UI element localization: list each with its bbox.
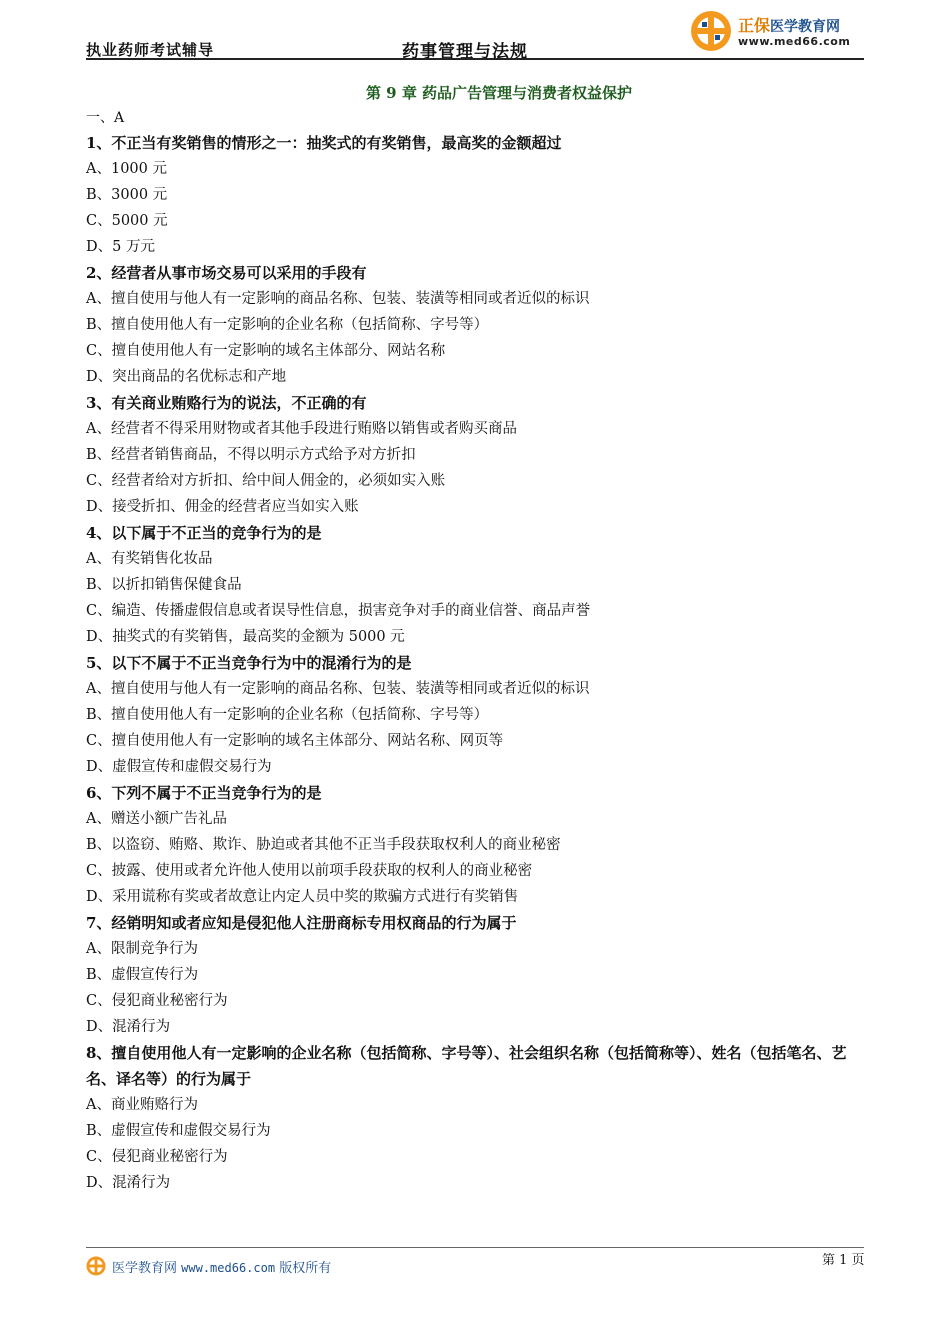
question-text: 2、经营者从事市场交易可以采用的手段有 bbox=[86, 264, 367, 282]
answer-option: D、混淆行为 bbox=[86, 1175, 171, 1191]
site-logo[interactable] bbox=[690, 10, 864, 54]
document-body bbox=[86, 80, 866, 1196]
answer-option: A、擅自使用与他人有一定影响的商品名称、包装、装潢等相同或者近似的标识 bbox=[86, 681, 590, 697]
page-number: 第 1 页 bbox=[822, 1253, 865, 1268]
question-text: 3、有关商业贿赂行为的说法，不正确的有 bbox=[86, 394, 367, 412]
answer-option: B、擅自使用他人有一定影响的企业名称（包括简称、字号等） bbox=[86, 707, 489, 723]
answer-option: B、以折扣销售保健食品 bbox=[86, 577, 242, 593]
answer-option: B、虚假宣传行为 bbox=[86, 967, 199, 983]
question-text: 6、下列不属于不正当竞争行为的是 bbox=[86, 784, 322, 802]
answer-option: C、编造、传播虚假信息或者误导性信息，损害竞争对手的商业信誉、商品声誉 bbox=[86, 603, 591, 619]
header-subject: 药事管理与法规 bbox=[402, 42, 528, 62]
logo-site-name: 医学教育网 bbox=[770, 19, 841, 35]
answer-option: A、赠送小额广告礼品 bbox=[86, 811, 227, 827]
question-text: 4、以下属于不正当的竞争行为的是 bbox=[86, 524, 322, 542]
logo-brand-text: 正保 bbox=[738, 16, 771, 35]
answer-option: D、接受折扣、佣金的经营者应当如实入账 bbox=[86, 499, 359, 515]
question-text: 8、擅自使用他人有一定影响的企业名称（包括简称、字号等）、社会组织名称（包括简称等）、姓名（包括笔名、艺名、译名等）的行为属于 bbox=[86, 1044, 847, 1088]
answer-option: B、经营者销售商品，不得以明示方式给予对方折扣 bbox=[86, 447, 416, 463]
question-text: 7、经销明知或者应知是侵犯他人注册商标专用权商品的行为属于 bbox=[86, 914, 517, 932]
footer-site-name: 医学教育网 bbox=[112, 1261, 178, 1276]
answer-option: C、擅自使用他人有一定影响的域名主体部分、网站名称 bbox=[86, 343, 446, 359]
header-divider bbox=[86, 58, 864, 60]
answer-option: D、5 万元 bbox=[86, 239, 155, 255]
question-text: 5、以下不属于不正当竞争行为中的混淆行为的是 bbox=[86, 654, 412, 672]
answer-option: D、采用谎称有奖或者故意让内定人员中奖的欺骗方式进行有奖销售 bbox=[86, 889, 519, 905]
answer-option: A、擅自使用与他人有一定影响的商品名称、包装、装潢等相同或者近似的标识 bbox=[86, 291, 590, 307]
answer-option: A、1000 元 bbox=[86, 161, 167, 177]
question-list bbox=[86, 130, 866, 1196]
answer-option: B、以盗窃、贿赂、欺诈、胁迫或者其他不正当手段获取权利人的商业秘密 bbox=[86, 837, 561, 853]
answer-option: C、5000 元 bbox=[86, 213, 168, 229]
header-course-name: 执业药师考试辅导 bbox=[86, 41, 215, 59]
answer-option: A、商业贿赂行为 bbox=[86, 1097, 198, 1113]
chapter-title: 第 9 章 药品广告管理与消费者权益保护 bbox=[365, 84, 633, 102]
answer-option: C、披露、使用或者允许他人使用以前项手段获取的权利人的商业秘密 bbox=[86, 863, 533, 879]
question-text: 1、不正当有奖销售的情形之一：抽奖式的有奖销售，最高奖的金额超过 bbox=[86, 134, 562, 152]
footer-url[interactable]: www.med66.com bbox=[181, 1261, 276, 1275]
answer-option: B、虚假宣传和虚假交易行为 bbox=[86, 1123, 271, 1139]
logo-emblem-icon bbox=[690, 10, 732, 52]
answer-option: C、侵犯商业秘密行为 bbox=[86, 993, 228, 1009]
answer-option: C、侵犯商业秘密行为 bbox=[86, 1149, 228, 1165]
answer-option: C、经营者给对方折扣、给中间人佣金的，必须如实入账 bbox=[86, 473, 446, 489]
footer-divider bbox=[86, 1247, 864, 1248]
footer-rights: 版权所有 bbox=[279, 1261, 332, 1276]
answer-option: A、有奖销售化妆品 bbox=[86, 551, 213, 567]
answer-option: D、抽奖式的有奖销售，最高奖的金额为 5000 元 bbox=[86, 629, 405, 645]
logo-title bbox=[738, 13, 840, 36]
answer-option: A、经营者不得采用财物或者其他手段进行贿赂以销售或者购买商品 bbox=[86, 421, 517, 437]
answer-option: B、3000 元 bbox=[86, 187, 168, 203]
answer-option: A、限制竞争行为 bbox=[86, 941, 198, 957]
footer-logo-icon bbox=[86, 1256, 106, 1276]
footer-copyright bbox=[112, 1257, 331, 1276]
section-label: 一、A bbox=[86, 110, 125, 126]
answer-option: C、擅自使用他人有一定影响的域名主体部分、网站名称、网页等 bbox=[86, 733, 504, 749]
logo-url: www.med66.com bbox=[738, 35, 851, 48]
answer-option: D、突出商品的名优标志和产地 bbox=[86, 369, 287, 385]
answer-option: D、虚假宣传和虚假交易行为 bbox=[86, 759, 272, 775]
answer-option: B、擅自使用他人有一定影响的企业名称（包括简称、字号等） bbox=[86, 317, 489, 333]
answer-option: D、混淆行为 bbox=[86, 1019, 171, 1035]
